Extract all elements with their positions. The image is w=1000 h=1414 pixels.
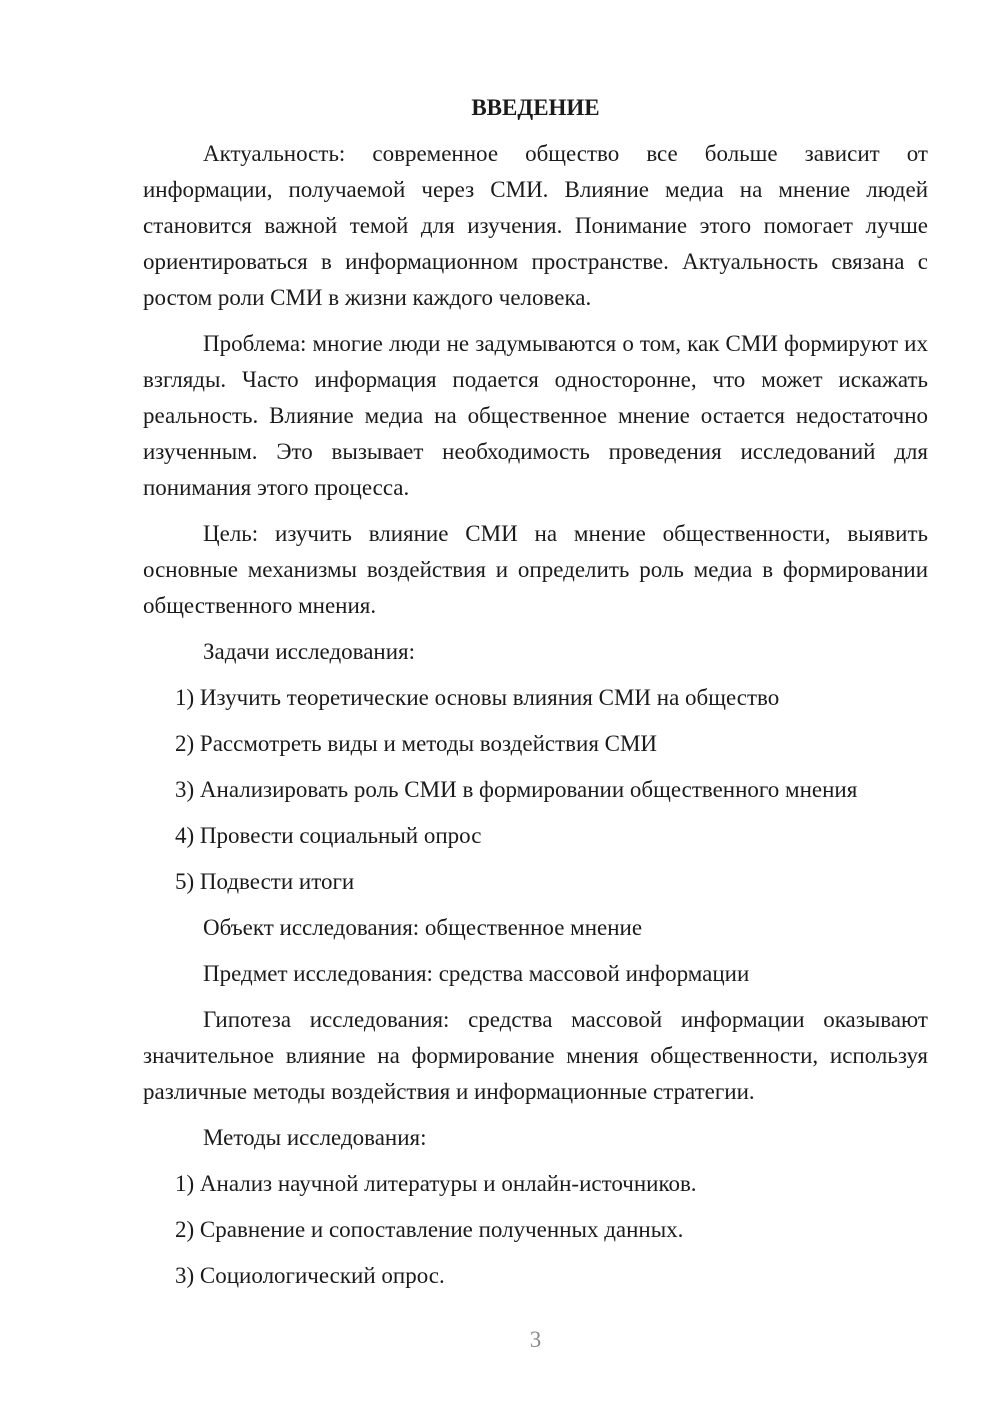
page-number: 3: [529, 1327, 542, 1352]
paragraph-actuality: Актуальность: современное общество все больше зависит от информации, получаемой через СМИ. Влияние медиа на мнение людей становится важной темой для изучения. Понимание этого помогает лучше ориентироваться в информационном пространстве. Актуальность связана с ростом роли СМИ в жизни каждого человека.: [143, 141, 928, 310]
task-item-1: 1) Изучить теоретические основы влияния СМИ на общество: [175, 685, 780, 710]
paragraph-subject: Предмет исследования: средства массовой информации: [203, 961, 750, 986]
methods-heading: Методы исследования:: [203, 1125, 427, 1150]
task-item-4: 4) Провести социальный опрос: [175, 823, 482, 848]
page-content: [143, 90, 928, 1304]
task-item-3: 3) Анализировать роль СМИ в формировании общественного мнения: [175, 777, 858, 802]
paragraph-goal: Цель: изучить влияние СМИ на мнение общественности, выявить основные механизмы воздействия и определить роль медиа в формировании общественного мнения.: [143, 521, 928, 618]
task-item-5: 5) Подвести итоги: [175, 869, 355, 894]
method-item-3: 3) Социологический опрос.: [175, 1263, 445, 1288]
tasks-heading: Задачи исследования:: [203, 639, 416, 664]
paragraph-problem: Проблема: многие люди не задумываются о том, как СМИ формируют их взгляды. Часто информация подается односторонне, что может искажать реальность. Влияние медиа на общественное мнение остается недостаточно изученным. Это вызывает необходимость проведения исследований для понимания этого процесса.: [143, 331, 928, 500]
method-item-1: 1) Анализ научной литературы и онлайн-источников.: [175, 1171, 697, 1196]
task-item-2: 2) Рассмотреть виды и методы воздействия СМИ: [175, 731, 658, 756]
method-item-2: 2) Сравнение и сопоставление полученных данных.: [175, 1217, 684, 1242]
section-heading: ВВЕДЕНИЕ: [471, 95, 600, 120]
paragraph-hypothesis: Гипотеза исследования: средства массовой информации оказывают значительное влияние на формирование мнения общественности, используя различные методы воздействия и информационные стратегии.: [143, 1007, 928, 1104]
paragraph-object: Объект исследования: общественное мнение: [203, 915, 643, 940]
